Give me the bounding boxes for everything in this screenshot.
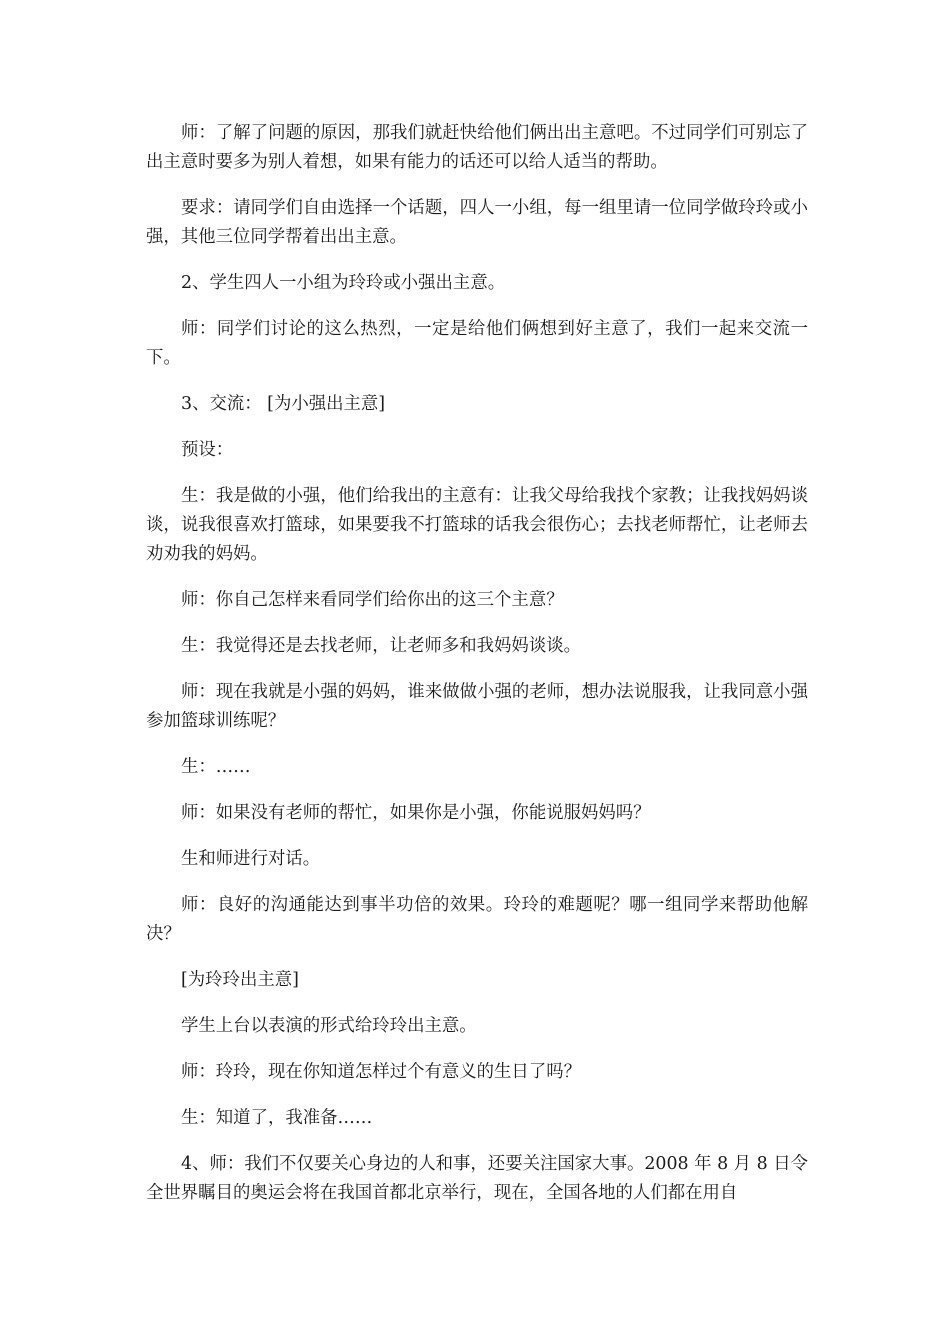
paragraph-teacher-advice-intro: 师：了解了问题的原因，那我们就赶快给他们俩出出主意吧。不过同学们可别忘了出主意时要多为别人着想，如果有能力的话还可以给人适当的帮助。	[146, 123, 808, 172]
paragraph-step-4-olympics: 4、师：我们不仅要关心身边的人和事，还要关注国家大事。2008 年 8 月 8 日令全世界瞩目的奥运会将在我国首都北京举行，现在，全国各地的人们都在用自	[146, 1154, 808, 1203]
paragraph-teacher-persuade: 师：如果没有老师的帮忙，如果你是小强，你能说服妈妈吗？	[181, 803, 651, 823]
paragraph-requirement: 要求：请同学们自由选择一个话题，四人一小组，每一组里请一位同学做玲玲或小强，其他三位同学帮着出出主意。	[146, 198, 808, 247]
paragraph-lingling-heading: [为玲玲出主意]	[181, 970, 299, 990]
paragraph-student-answer: 生：我觉得还是去找老师，让老师多和我妈妈谈谈。	[181, 636, 581, 656]
paragraph-teacher-discussion: 师：同学们讨论的这么热烈，一定是给他们俩想到好主意了，我们一起来交流一下。	[146, 319, 808, 368]
paragraph-student-performance: 学生上台以表演的形式给玲玲出主意。	[181, 1016, 477, 1036]
paragraph-teacher-lingling: 师：玲玲，现在你知道怎样过个有意义的生日了吗？	[181, 1062, 581, 1082]
paragraph-student-xiaoqiang: 生：我是做的小强，他们给我出的主意有：让我父母给我找个家教；让我找妈妈谈谈，说我很喜欢打篮球，如果要我不打篮球的话我会很伤心；去找老师帮忙，让老师去劝劝我的妈妈。	[146, 486, 808, 564]
paragraph-step-3: 3、交流： [为小强出主意]	[181, 394, 386, 414]
paragraph-teacher-question: 师：你自己怎样来看同学们给你出的这三个主意？	[181, 590, 564, 610]
paragraph-student-ready: 生：知道了，我准备……	[181, 1108, 373, 1128]
paragraph-preset: 预设：	[181, 440, 234, 460]
paragraph-step-2: 2、学生四人一小组为玲玲或小强出主意。	[181, 273, 506, 293]
paragraph-dialogue: 生和师进行对话。	[181, 849, 321, 869]
paragraph-student-ellipsis: 生：……	[181, 757, 251, 777]
paragraph-teacher-communication: 师：良好的沟通能达到事半功倍的效果。玲玲的难题呢？哪一组同学来帮助他解决？	[146, 895, 808, 944]
paragraph-teacher-roleplay: 师：现在我就是小强的妈妈，谁来做做小强的老师，想办法说服我，让我同意小强参加篮球训练呢？	[146, 682, 808, 731]
document-body	[146, 119, 808, 1225]
